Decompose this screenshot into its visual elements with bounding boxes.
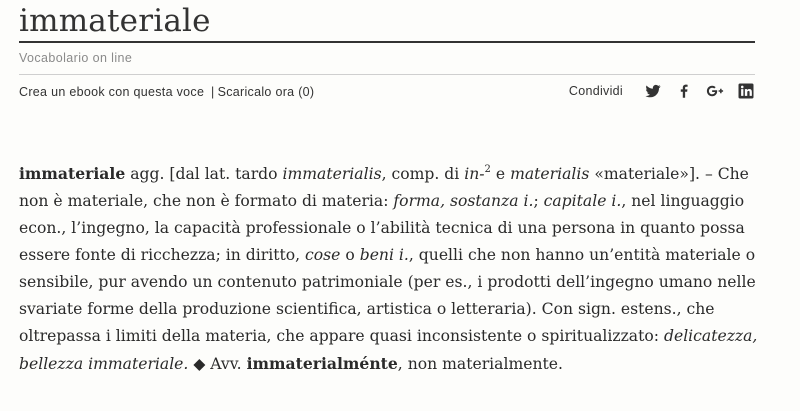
download-count: (0) <box>298 85 315 99</box>
page-subtitle: Vocabolario on line <box>19 51 133 65</box>
toolbar <box>19 85 755 101</box>
ebook-actions <box>19 85 314 99</box>
example: beni i. <box>359 246 409 264</box>
entry-text: , nel linguaggio econ., l’ingegno, la capacità professionale o l’abilità tecnica di una persona in quanto possa essere fonte di ricchezza; in diritto, <box>19 192 745 264</box>
download-link[interactable] <box>218 85 315 99</box>
entry-text: , non materialmente. <box>397 355 563 373</box>
page-title: immateriale <box>19 3 211 39</box>
twitter-icon[interactable] <box>644 82 662 100</box>
headword: immateriale <box>19 164 126 183</box>
entry-text: ◆ Avv. <box>188 355 247 373</box>
google-plus-icon[interactable] <box>706 82 724 100</box>
homograph-number: 2 <box>484 164 491 175</box>
example: delicatezza, bellezza immateriale. <box>19 327 758 373</box>
example: cose <box>305 246 341 264</box>
share-label: Condividi <box>568 84 623 98</box>
subtitle-divider <box>19 74 755 75</box>
derived-word: immaterialménte <box>246 354 398 373</box>
entry-text: o <box>340 246 360 264</box>
share-bar <box>569 82 755 100</box>
dictionary-entry <box>19 160 759 378</box>
title-divider <box>19 41 755 43</box>
separator: | <box>211 85 215 99</box>
entry-text: , comp. di <box>381 165 465 183</box>
entry-text: agg. [dal lat. tardo <box>125 165 283 183</box>
facebook-icon[interactable] <box>675 82 693 100</box>
etymon: materialis <box>510 165 590 183</box>
download-label: Scaricalo ora <box>217 85 295 99</box>
entry-text: , quelli che non hanno un’entità materiale o sensibile, pur avendo un contenuto patrimoniale (per es., i prodotti dell’ingegno umano nelle svariate forme della produzione scientifica, artistica o letteraria). Con sign. estens., che oltrepassa i limiti della materia, che appare quasi inconsistente o spiritualizzato: <box>19 246 756 345</box>
linkedin-icon[interactable] <box>737 82 755 100</box>
etymon: immaterialis <box>282 165 382 183</box>
create-ebook-link[interactable]: Crea un ebook con questa voce <box>19 85 205 99</box>
entry-text: e <box>490 165 511 183</box>
entry-text: ; <box>533 192 544 210</box>
prefix: in- <box>464 165 485 183</box>
example: capitale i. <box>543 192 622 210</box>
example: forma, sostanza i. <box>393 192 534 210</box>
entry-text: «materiale»]. – Che non è materiale, che non è formato di materia: <box>19 165 749 210</box>
